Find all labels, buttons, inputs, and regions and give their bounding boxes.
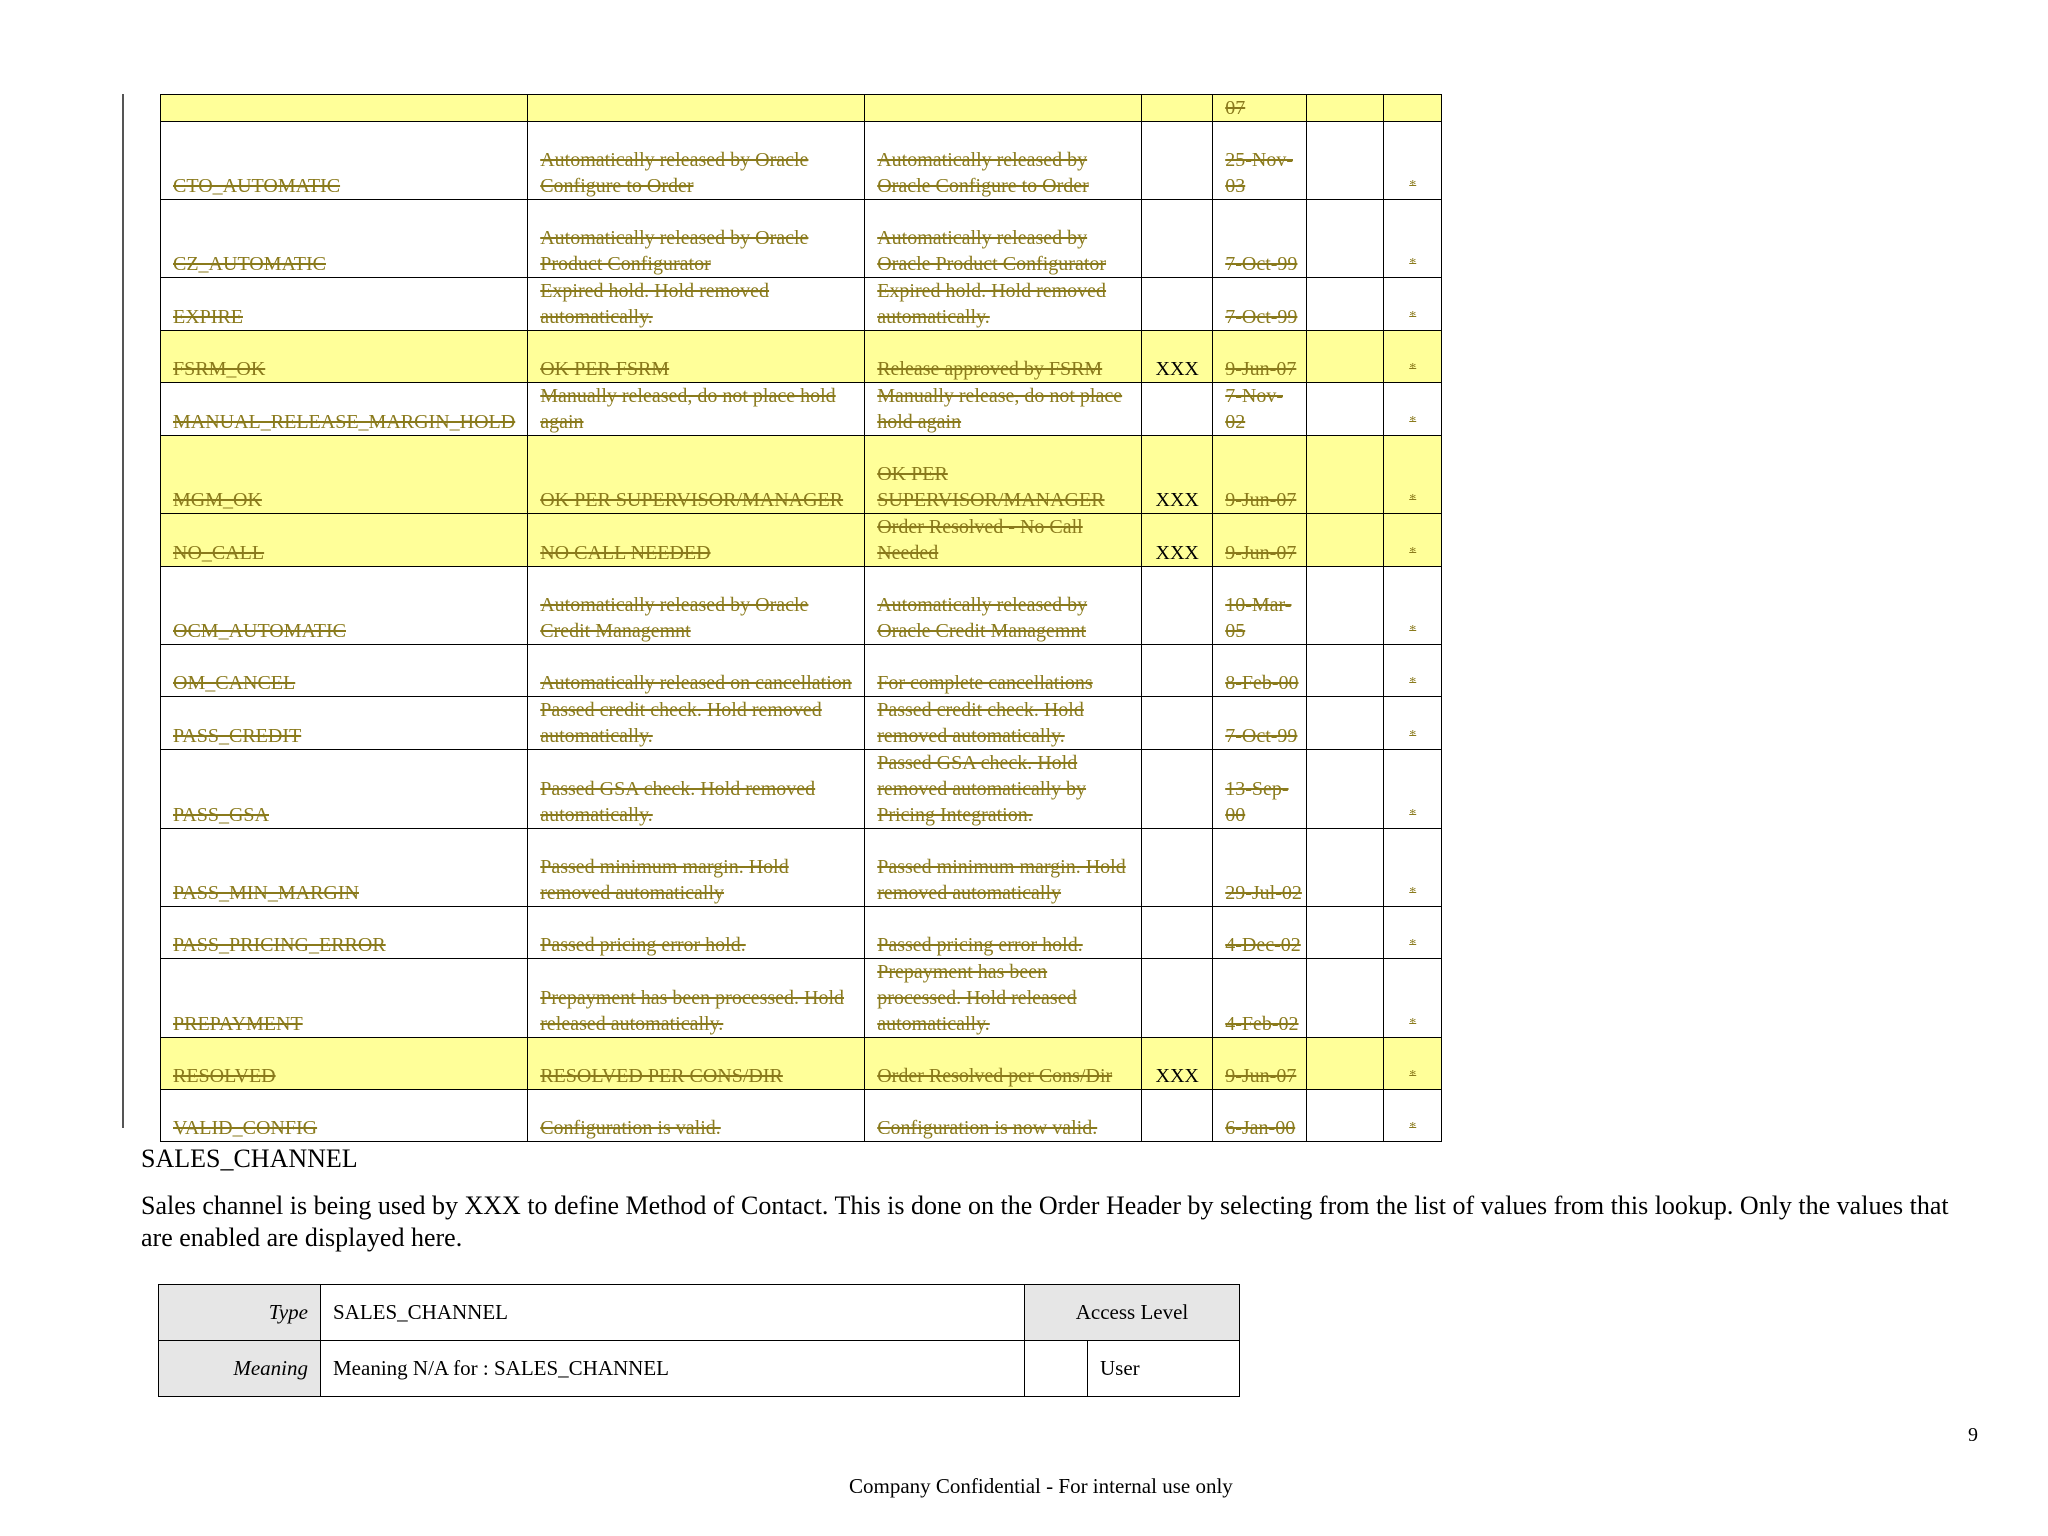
date-cell: 29-Jul-02 <box>1213 829 1307 907</box>
lookup-meta-table <box>158 1284 1240 1397</box>
date-cell: 4-Dec-02 <box>1213 907 1307 959</box>
hold-name-cell: PASS_CREDIT <box>161 697 528 750</box>
hold-name-cell: FSRM_OK <box>161 331 528 383</box>
blank-cell <box>1307 95 1384 122</box>
blank-cell <box>1307 383 1384 436</box>
date-cell: 10-Mar-05 <box>1213 567 1307 645</box>
marker-cell: * <box>1384 645 1442 697</box>
marker-cell: * <box>1384 829 1442 907</box>
blank-cell <box>1307 645 1384 697</box>
blank-cell <box>1307 829 1384 907</box>
table-row <box>161 95 1442 122</box>
table-row <box>161 959 1442 1038</box>
hold-description-cell: Passed minimum margin. Hold removed automatically <box>528 829 865 907</box>
change-bar <box>122 94 124 1128</box>
access-empty-cell <box>1025 1341 1088 1397</box>
table-row <box>161 278 1442 331</box>
meaning-label: Meaning <box>159 1341 321 1397</box>
hold-name-cell: RESOLVED <box>161 1038 528 1090</box>
marker-cell: * <box>1384 200 1442 278</box>
table-row <box>161 383 1442 436</box>
flag-cell <box>1142 645 1213 697</box>
hold-description-cell: OK PER SUPERVISOR/MANAGER <box>528 436 865 514</box>
release-reason-cell: Passed GSA check. Hold removed automatically by Pricing Integration. <box>865 750 1142 829</box>
blank-cell <box>1307 567 1384 645</box>
hold-description-cell: Automatically released by Oracle Configure to Order <box>528 122 865 200</box>
hold-name-cell: MGM_OK <box>161 436 528 514</box>
flag-cell <box>1142 829 1213 907</box>
hold-name-cell: PREPAYMENT <box>161 959 528 1038</box>
hold-release-table <box>160 94 1442 1142</box>
blank-cell <box>1307 907 1384 959</box>
access-level-value: User <box>1088 1341 1240 1397</box>
release-reason-cell <box>865 95 1142 122</box>
hold-name-cell <box>161 95 528 122</box>
table-row <box>161 122 1442 200</box>
release-reason-cell: Automatically released by Oracle Product Configurator <box>865 200 1142 278</box>
date-cell: 9-Jun-07 <box>1213 514 1307 567</box>
access-level-label: Access Level <box>1025 1285 1240 1341</box>
table-row <box>161 331 1442 383</box>
marker-cell: * <box>1384 436 1442 514</box>
blank-cell <box>1307 436 1384 514</box>
blank-cell <box>1307 1038 1384 1090</box>
date-cell: 6-Jan-00 <box>1213 1090 1307 1142</box>
marker-cell: * <box>1384 567 1442 645</box>
page-number: 9 <box>1968 1424 1978 1446</box>
hold-description-cell: Passed credit check. Hold removed automatically. <box>528 697 865 750</box>
hold-name-cell: MANUAL_RELEASE_MARGIN_HOLD <box>161 383 528 436</box>
release-reason-cell: OK PER SUPERVISOR/MANAGER <box>865 436 1142 514</box>
type-value: SALES_CHANNEL <box>321 1285 1025 1341</box>
hold-description-cell: Automatically released on cancellation <box>528 645 865 697</box>
hold-description-cell: Prepayment has been processed. Hold released automatically. <box>528 959 865 1038</box>
release-reason-cell: Configuration is now valid. <box>865 1090 1142 1142</box>
table-row <box>161 1038 1442 1090</box>
marker-cell: * <box>1384 331 1442 383</box>
hold-description-cell: RESOLVED PER CONS/DIR <box>528 1038 865 1090</box>
hold-name-cell: PASS_MIN_MARGIN <box>161 829 528 907</box>
date-cell: 13-Sep-00 <box>1213 750 1307 829</box>
hold-name-cell: OCM_AUTOMATIC <box>161 567 528 645</box>
hold-description-cell: Manually released, do not place hold again <box>528 383 865 436</box>
marker-cell: * <box>1384 959 1442 1038</box>
flag-cell: XXX <box>1142 436 1213 514</box>
hold-description-cell <box>528 95 865 122</box>
meta-row-type <box>159 1285 1240 1341</box>
section-title: SALES_CHANNEL <box>141 1144 358 1173</box>
section-description: Sales channel is being used by XXX to define Method of Contact. This is done on the Order Header by selecting from the list of values from this lookup. Only the values that are enabled are displayed here. <box>141 1191 1949 1252</box>
marker-cell: * <box>1384 383 1442 436</box>
hold-description-cell: Expired hold. Hold removed automatically. <box>528 278 865 331</box>
date-cell: 9-Jun-07 <box>1213 1038 1307 1090</box>
type-label: Type <box>159 1285 321 1341</box>
release-reason-cell: For complete cancellations <box>865 645 1142 697</box>
hold-description-cell: Automatically released by Oracle Credit Managemnt <box>528 567 865 645</box>
release-reason-cell: Passed credit check. Hold removed automatically. <box>865 697 1142 750</box>
release-reason-cell: Order Resolved - No Call Needed <box>865 514 1142 567</box>
hold-description-cell: Configuration is valid. <box>528 1090 865 1142</box>
table-row <box>161 436 1442 514</box>
flag-cell: XXX <box>1142 514 1213 567</box>
hold-description-cell: NO CALL NEEDED <box>528 514 865 567</box>
flag-cell <box>1142 750 1213 829</box>
table-row <box>161 697 1442 750</box>
release-reason-cell: Release approved by FSRM <box>865 331 1142 383</box>
flag-cell: XXX <box>1142 1038 1213 1090</box>
date-cell: 9-Jun-07 <box>1213 436 1307 514</box>
hold-name-cell: EXPIRE <box>161 278 528 331</box>
marker-cell: * <box>1384 278 1442 331</box>
flag-cell <box>1142 200 1213 278</box>
hold-name-cell: VALID_CONFIG <box>161 1090 528 1142</box>
table-row <box>161 1090 1442 1142</box>
marker-cell: * <box>1384 907 1442 959</box>
blank-cell <box>1307 750 1384 829</box>
flag-cell <box>1142 697 1213 750</box>
flag-cell <box>1142 278 1213 331</box>
table-row <box>161 829 1442 907</box>
blank-cell <box>1307 278 1384 331</box>
blank-cell <box>1307 200 1384 278</box>
marker-cell: * <box>1384 750 1442 829</box>
release-reason-cell: Automatically released by Oracle Credit Managemnt <box>865 567 1142 645</box>
marker-cell: * <box>1384 1090 1442 1142</box>
table-row <box>161 200 1442 278</box>
date-cell: 7-Oct-99 <box>1213 200 1307 278</box>
release-reason-cell: Prepayment has been processed. Hold released automatically. <box>865 959 1142 1038</box>
release-reason-cell: Expired hold. Hold removed automatically. <box>865 278 1142 331</box>
hold-name-cell: NO_CALL <box>161 514 528 567</box>
marker-cell: * <box>1384 122 1442 200</box>
date-cell: 25-Nov-03 <box>1213 122 1307 200</box>
marker-cell <box>1384 95 1442 122</box>
marker-cell: * <box>1384 1038 1442 1090</box>
blank-cell <box>1307 1090 1384 1142</box>
hold-description-cell: Passed GSA check. Hold removed automatically. <box>528 750 865 829</box>
flag-cell <box>1142 959 1213 1038</box>
date-cell: 4-Feb-02 <box>1213 959 1307 1038</box>
blank-cell <box>1307 122 1384 200</box>
hold-description-cell: Passed pricing error hold. <box>528 907 865 959</box>
date-cell: 9-Jun-07 <box>1213 331 1307 383</box>
hold-description-cell: OK PER FSRM <box>528 331 865 383</box>
flag-cell <box>1142 95 1213 122</box>
blank-cell <box>1307 959 1384 1038</box>
release-reason-cell: Passed pricing error hold. <box>865 907 1142 959</box>
marker-cell: * <box>1384 697 1442 750</box>
hold-name-cell: PASS_PRICING_ERROR <box>161 907 528 959</box>
flag-cell <box>1142 122 1213 200</box>
date-cell: 7-Oct-99 <box>1213 697 1307 750</box>
table-row <box>161 514 1442 567</box>
flag-cell <box>1142 1090 1213 1142</box>
hold-name-cell: CZ_AUTOMATIC <box>161 200 528 278</box>
meta-row-meaning <box>159 1341 1240 1397</box>
table-row <box>161 907 1442 959</box>
flag-cell: XXX <box>1142 331 1213 383</box>
confidential-footer: Company Confidential - For internal use only <box>849 1474 1233 1498</box>
blank-cell <box>1307 514 1384 567</box>
meaning-value: Meaning N/A for : SALES_CHANNEL <box>321 1341 1025 1397</box>
date-cell: 07 <box>1213 95 1307 122</box>
flag-cell <box>1142 567 1213 645</box>
table-row <box>161 567 1442 645</box>
blank-cell <box>1307 697 1384 750</box>
hold-name-cell: CTO_AUTOMATIC <box>161 122 528 200</box>
date-cell: 8-Feb-00 <box>1213 645 1307 697</box>
hold-name-cell: PASS_GSA <box>161 750 528 829</box>
date-cell: 7-Oct-99 <box>1213 278 1307 331</box>
table-row <box>161 645 1442 697</box>
table-row <box>161 750 1442 829</box>
release-reason-cell: Manually release, do not place hold again <box>865 383 1142 436</box>
hold-description-cell: Automatically released by Oracle Product Configurator <box>528 200 865 278</box>
release-reason-cell: Order Resolved per Cons/Dir <box>865 1038 1142 1090</box>
hold-name-cell: OM_CANCEL <box>161 645 528 697</box>
flag-cell <box>1142 907 1213 959</box>
blank-cell <box>1307 331 1384 383</box>
marker-cell: * <box>1384 514 1442 567</box>
release-reason-cell: Passed minimum margin. Hold removed automatically <box>865 829 1142 907</box>
flag-cell <box>1142 383 1213 436</box>
release-reason-cell: Automatically released by Oracle Configure to Order <box>865 122 1142 200</box>
date-cell: 7-Nov-02 <box>1213 383 1307 436</box>
